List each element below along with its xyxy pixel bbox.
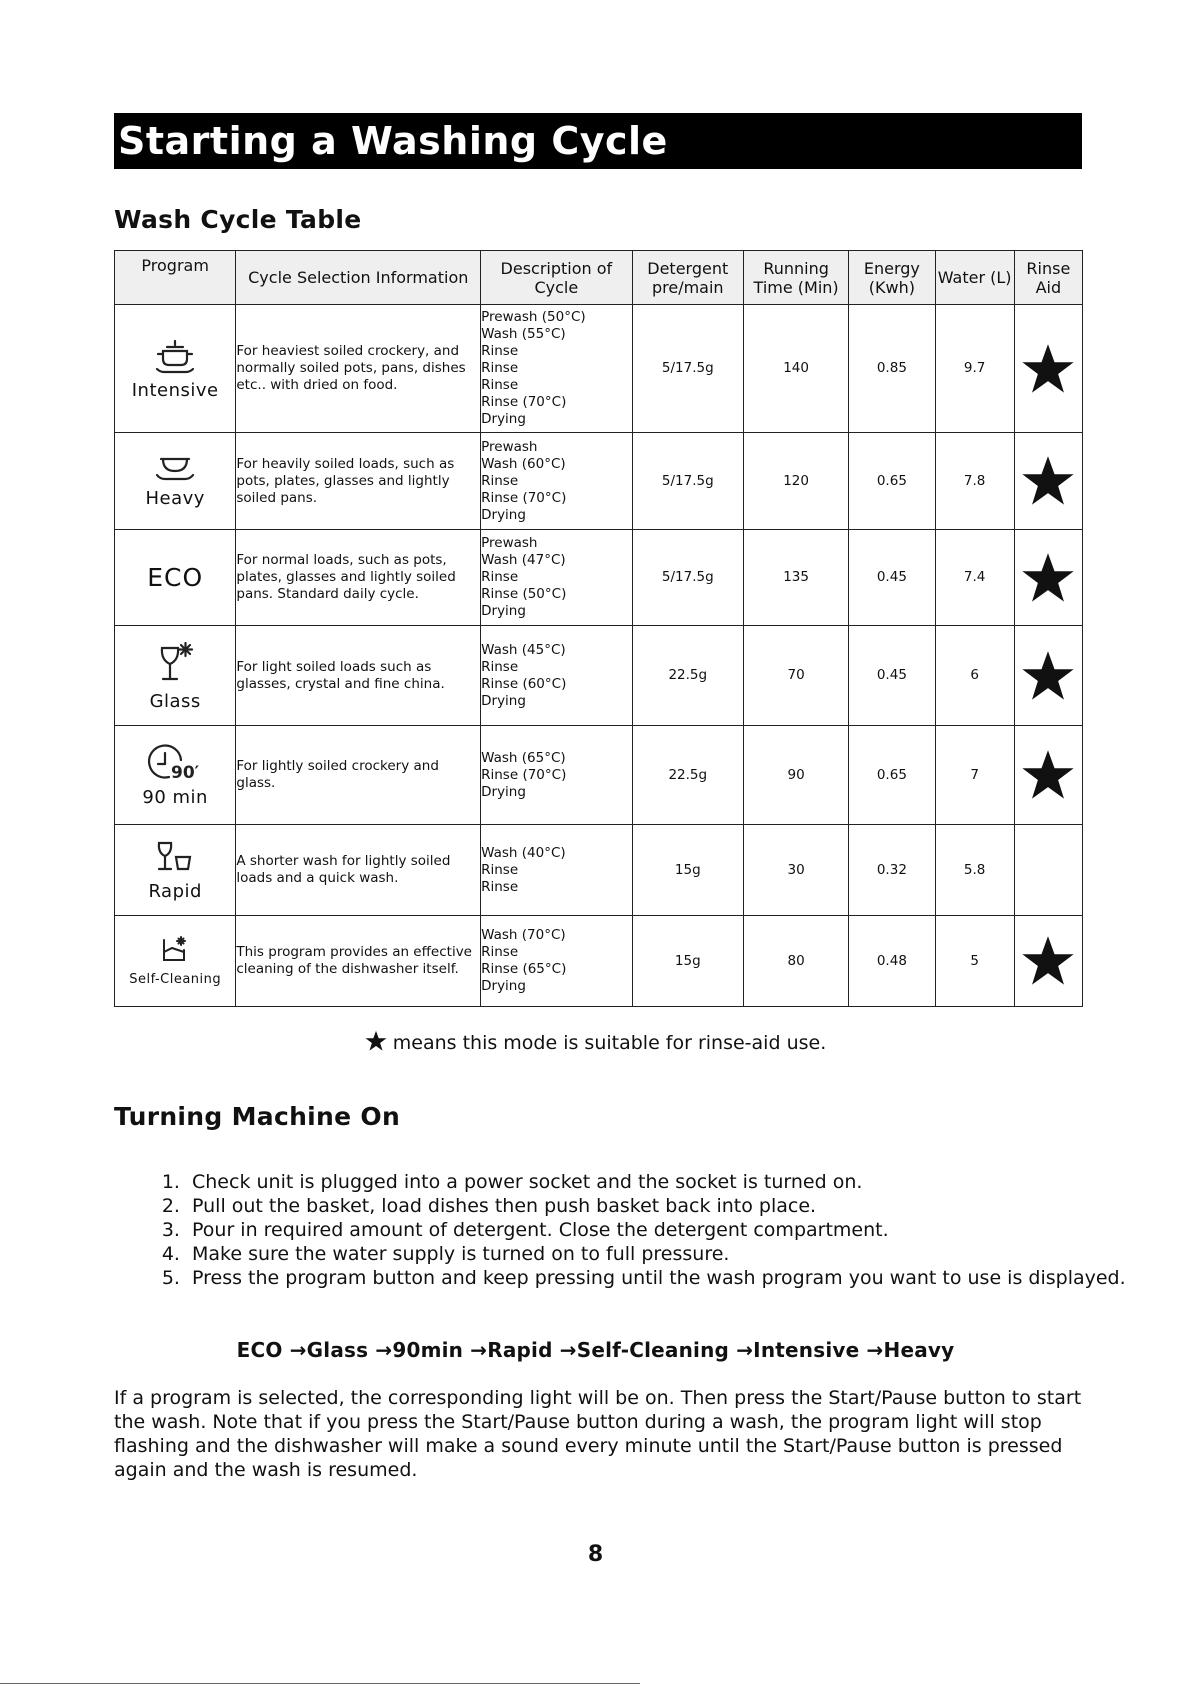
energy-cell: 0.32 — [849, 825, 935, 916]
page-title: Starting a Washing Cycle — [114, 113, 1082, 169]
cycle-info-cell: For lightly soiled crockery and glass. — [236, 726, 481, 825]
program-cell — [115, 305, 236, 433]
detergent-cell: 5/17.5g — [632, 305, 743, 433]
program-sequence: ECO →Glass →90min →Rapid →Self-Cleaning →Intensive →Heavy — [236, 1338, 955, 1362]
running-time-cell: 120 — [743, 433, 848, 530]
energy-cell: 0.65 — [849, 433, 935, 530]
program-name: Self-Cleaning — [129, 972, 222, 987]
rinse-aid-cell — [1014, 916, 1082, 1007]
cycle-step: Drying — [481, 411, 526, 427]
program-name: Heavy — [145, 488, 205, 509]
cycle-step: Drying — [481, 978, 526, 994]
cycle-description-cell — [481, 305, 632, 433]
detergent-cell: 22.5g — [632, 726, 743, 825]
cycle-step: Rinse (65°C) — [481, 961, 567, 977]
energy-cell: 0.45 — [849, 530, 935, 626]
cycle-step: Drying — [481, 506, 526, 523]
cycle-info-cell: For heaviest soiled crockery, and normally soiled pots, pans, dishes etc.. with dried on food. — [236, 305, 481, 433]
cycle-step: Wash (45°C) — [481, 641, 566, 658]
cycle-description-cell — [481, 916, 632, 1007]
table-row — [115, 530, 1083, 626]
cycle-step: Rinse (60°C) — [481, 675, 567, 692]
program-cell — [115, 726, 236, 825]
cycle-step: Rinse (70°C) — [481, 766, 567, 783]
clock-90-icon — [115, 744, 235, 787]
table-row — [115, 726, 1083, 825]
cycle-step: Rinse — [481, 472, 519, 489]
cycle-step: Wash (65°C) — [481, 749, 566, 766]
cycle-step: Rinse — [481, 658, 519, 675]
list-item: 1. Check unit is plugged into a power socket and the socket is turned on. — [186, 1170, 1126, 1194]
water-cell: 7.8 — [935, 433, 1014, 530]
rinse-aid-cell — [1014, 626, 1082, 726]
header-running-time: Running Time (Min) — [743, 251, 848, 305]
star-icon — [1021, 454, 1075, 508]
running-time-cell: 140 — [743, 305, 848, 433]
rinse-aid-legend — [0, 1030, 1191, 1054]
water-cell: 5.8 — [935, 825, 1014, 916]
cycle-step: Prewash — [481, 535, 538, 551]
cycle-info-cell: This program provides an effective cleaning of the dishwasher itself. — [236, 916, 481, 1007]
list-item: 3. Pour in required amount of detergent. Close the detergent compartment. — [186, 1218, 1126, 1242]
star-icon — [1021, 649, 1075, 703]
star-icon — [1021, 748, 1075, 802]
running-time-cell: 90 — [743, 726, 848, 825]
cycle-step: Rinse — [481, 861, 519, 878]
wine-glass-icon — [115, 642, 235, 691]
cycle-step: Rinse — [481, 360, 519, 376]
cycle-description-cell — [481, 626, 632, 726]
cycle-step: Drying — [481, 692, 526, 709]
cycle-step: Rinse — [481, 878, 519, 895]
program-name: Rapid — [148, 881, 202, 902]
program-cell — [115, 825, 236, 916]
water-cell: 5 — [935, 916, 1014, 1007]
cycle-step: Wash (47°C) — [481, 552, 566, 568]
cycle-step: Rinse — [481, 343, 519, 359]
cycle-step: Rinse (50°C) — [481, 586, 567, 602]
rinse-aid-cell — [1014, 530, 1082, 626]
wash-cycle-table-title: Wash Cycle Table — [114, 205, 362, 234]
program-cell — [115, 433, 236, 530]
energy-cell: 0.65 — [849, 726, 935, 825]
energy-cell: 0.85 — [849, 305, 935, 433]
list-item: 5. Press the program button and keep pressing until the wash program you want to use is displayed. — [186, 1266, 1126, 1290]
program-name: ECO — [147, 563, 204, 592]
cycle-step: Drying — [481, 783, 526, 800]
cycle-step: Rinse (70°C) — [481, 489, 567, 506]
cycle-description-cell — [481, 433, 632, 530]
cycle-info-cell: For normal loads, such as pots, plates, glasses and lightly soiled pans. Standard daily cycle. — [236, 530, 481, 626]
star-icon — [365, 1030, 387, 1052]
detergent-cell: 5/17.5g — [632, 433, 743, 530]
detergent-cell: 15g — [632, 916, 743, 1007]
wash-cycle-table — [114, 250, 1083, 1007]
table-row — [115, 825, 1083, 916]
detergent-cell: 5/17.5g — [632, 530, 743, 626]
cycle-step: Wash (55°C) — [481, 326, 566, 342]
svg-text:90′: 90′ — [171, 763, 200, 782]
table-row — [115, 305, 1083, 433]
glass-cup-icon — [115, 840, 235, 881]
table-header-row — [115, 251, 1083, 305]
list-item: 2. Pull out the basket, load dishes then push basket back into place. — [186, 1194, 1126, 1218]
cycle-step: Prewash (50°C) — [481, 309, 586, 325]
program-name: 90 min — [142, 787, 208, 808]
running-time-cell: 30 — [743, 825, 848, 916]
program-name: Intensive — [131, 379, 219, 401]
detergent-cell: 22.5g — [632, 626, 743, 726]
star-icon — [1021, 934, 1075, 988]
cycle-info-cell: A shorter wash for lightly soiled loads and a quick wash. — [236, 825, 481, 916]
start-pause-paragraph: If a program is selected, the corresponding light will be on. Then press the Start/Pause button to start the wash. Note that if you press the Start/Pause button during a wash, the program light will stop flashing and the dishwasher will make a sound every minute until the Start/Pause button is pressed again and the wash is resumed. — [114, 1387, 1082, 1481]
star-icon — [1021, 551, 1075, 605]
bottom-divider — [0, 1683, 640, 1684]
pot-icon — [115, 339, 235, 380]
cycle-step: Wash (70°C) — [481, 927, 566, 943]
running-time-cell: 80 — [743, 916, 848, 1007]
legend-text: means this mode is suitable for rinse-aid use. — [392, 1032, 827, 1054]
detergent-cell: 15g — [632, 825, 743, 916]
turning-machine-on-title: Turning Machine On — [114, 1102, 401, 1131]
cycle-step: Rinse — [481, 377, 519, 393]
header-description: Description of Cycle — [481, 251, 632, 305]
header-water: Water (L) — [935, 251, 1014, 305]
program-name: Glass — [149, 690, 201, 712]
header-detergent: Detergent pre/main — [632, 251, 743, 305]
rinse-aid-cell — [1014, 305, 1082, 433]
header-energy: Energy (Kwh) — [849, 251, 935, 305]
cycle-step: Wash (40°C) — [481, 844, 566, 861]
cycle-description-cell — [481, 825, 632, 916]
header-program: Program — [115, 251, 236, 305]
pan-icon — [115, 455, 235, 488]
running-time-cell: 70 — [743, 626, 848, 726]
energy-cell: 0.45 — [849, 626, 935, 726]
program-cell — [115, 530, 236, 626]
rinse-aid-cell — [1014, 825, 1082, 916]
program-cell — [115, 626, 236, 726]
steps-list — [144, 1170, 1126, 1290]
table-row — [115, 626, 1083, 726]
cycle-step: Rinse (70°C) — [481, 394, 567, 410]
running-time-cell: 135 — [743, 530, 848, 626]
rinse-aid-cell — [1014, 726, 1082, 825]
cycle-info-cell: For heavily soiled loads, such as pots, plates, glasses and lightly soiled pans. — [236, 433, 481, 530]
cycle-description-cell — [481, 530, 632, 626]
rinse-aid-cell — [1014, 433, 1082, 530]
self-clean-icon — [115, 934, 235, 969]
water-cell: 9.7 — [935, 305, 1014, 433]
cycle-step: Rinse — [481, 569, 519, 585]
program-cell — [115, 916, 236, 1007]
header-rinse-aid: Rinse Aid — [1014, 251, 1082, 305]
water-cell: 6 — [935, 626, 1014, 726]
table-row — [115, 916, 1083, 1007]
list-item: 4. Make sure the water supply is turned on to full pressure. — [186, 1242, 1126, 1266]
cycle-step: Drying — [481, 603, 526, 619]
cycle-step: Prewash — [481, 438, 538, 455]
energy-cell: 0.48 — [849, 916, 935, 1007]
water-cell: 7.4 — [935, 530, 1014, 626]
star-icon — [1021, 342, 1075, 396]
page-number: 8 — [587, 1542, 604, 1567]
cycle-step: Rinse — [481, 944, 519, 960]
cycle-description-cell — [481, 726, 632, 825]
table-row — [115, 433, 1083, 530]
cycle-info-cell: For light soiled loads such as glasses, crystal and fine china. — [236, 626, 481, 726]
water-cell: 7 — [935, 726, 1014, 825]
header-cycle-info: Cycle Selection Information — [236, 251, 481, 305]
cycle-step: Wash (60°C) — [481, 455, 566, 472]
